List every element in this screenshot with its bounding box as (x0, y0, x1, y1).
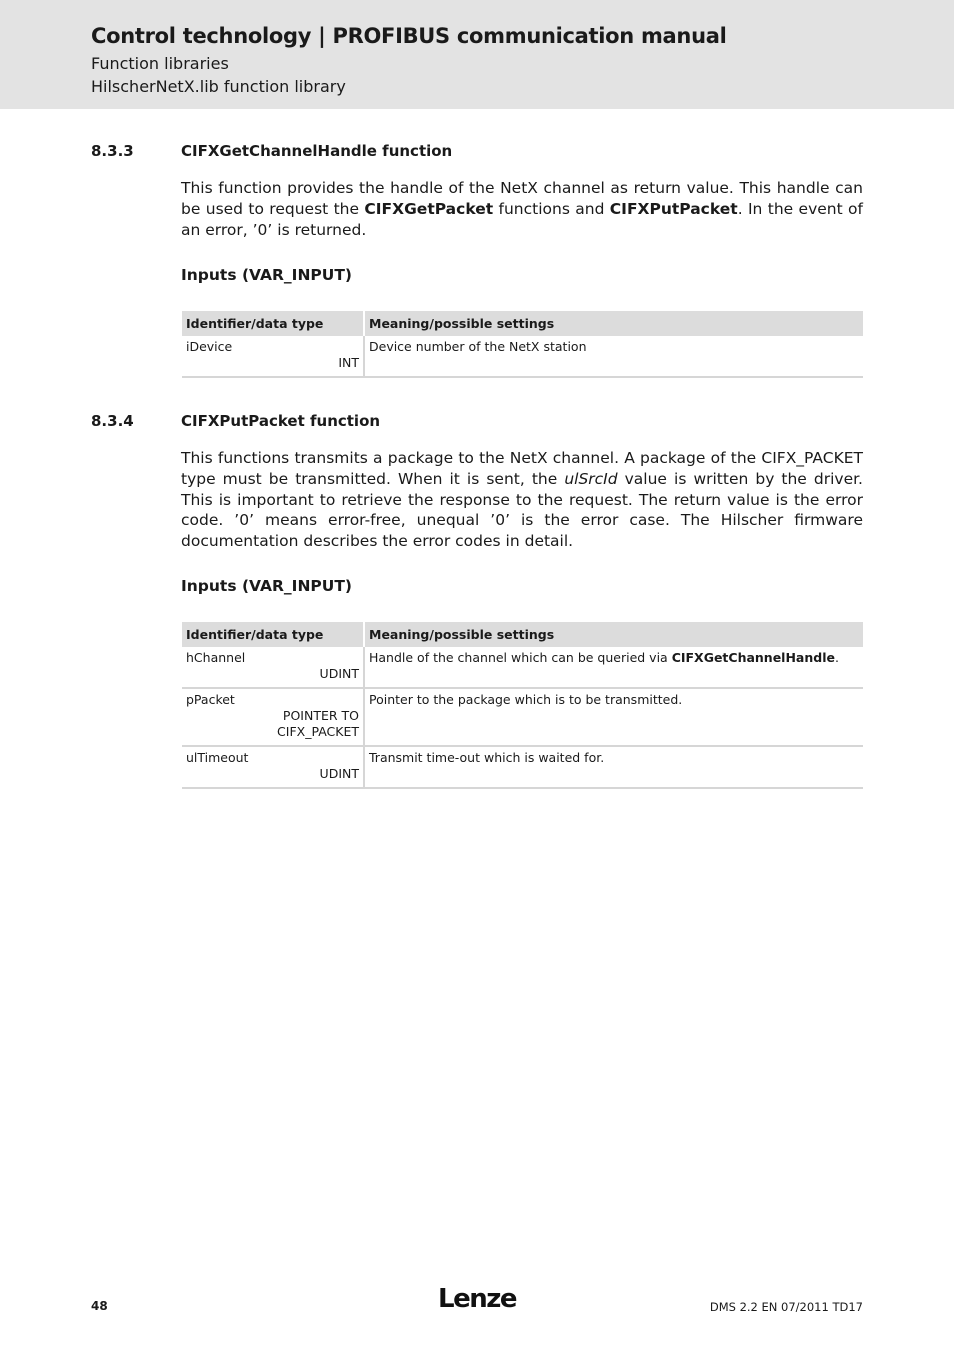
meaning-cell: Device number of the NetX station (364, 336, 863, 377)
table-row (182, 647, 863, 688)
page-number: 48 (91, 1299, 108, 1313)
table-header-row (182, 622, 863, 647)
lenze-logo: Lenze (438, 1284, 516, 1314)
document-reference: DMS 2.2 EN 07/2011 TD17 (709, 1300, 863, 1314)
inputs-heading: Inputs (VAR_INPUT) (181, 266, 353, 284)
identifier: iDevice (186, 339, 233, 354)
text-run: This functions transmits a package to the NetX channel. A package of the CIFX_PACKET type must be transmitted. When it is sent, the (181, 449, 863, 488)
meaning-cell (364, 647, 863, 688)
function-reference: CIFXPutPacket (609, 199, 738, 218)
identifier-cell (182, 746, 364, 788)
data-type: UDINT (319, 766, 359, 781)
page-header (0, 0, 954, 109)
text-run: . (834, 650, 839, 665)
text-run: value is written by the driver. This is important to retrieve the response to the request. The return value is the error code. ’0’ means error-free, unequal ’0’ is the error case. The Hilscher firmware documentation describes the error codes in detail. (181, 469, 863, 551)
text-run: functions and (493, 199, 610, 218)
section-title: CIFXGetChannelHandle function (181, 142, 453, 160)
inputs-heading: Inputs (VAR_INPUT) (181, 577, 353, 595)
section-description (181, 448, 863, 552)
function-reference: CIFXGetPacket (364, 199, 494, 218)
chapter-label: Function libraries (91, 54, 229, 73)
data-type: UDINT (319, 666, 359, 681)
identifier-cell (182, 688, 364, 746)
column-header: Meaning/possible settings (364, 311, 863, 336)
text-run: Handle of the channel which can be queried via (369, 650, 672, 665)
section-number: 8.3.3 (91, 142, 134, 160)
table-header-row (182, 311, 863, 336)
column-header: Identifier/data type (182, 311, 364, 336)
text-run: This function provides the handle of the NetX channel as return value. This handle can be used to request the (181, 179, 863, 218)
identifier: ulTimeout (186, 750, 249, 765)
meaning-cell: Transmit time-out which is waited for. (364, 746, 863, 788)
section-description (181, 178, 863, 240)
identifier: hChannel (186, 650, 246, 665)
identifier-cell (182, 647, 364, 688)
table-row (182, 746, 863, 788)
parameter-reference: ulSrcId (564, 469, 618, 488)
section-number: 8.3.4 (91, 412, 134, 430)
column-header: Identifier/data type (182, 622, 364, 647)
identifier-cell (182, 336, 364, 377)
inputs-table (182, 622, 863, 789)
function-reference: CIFXGetChannelHandle (671, 650, 835, 665)
table-row (182, 336, 863, 377)
column-header: Meaning/possible settings (364, 622, 863, 647)
text-run: . In the event of an error, ’0’ is returned. (181, 199, 863, 239)
data-type: POINTER TO CIFX_PACKET (277, 708, 359, 739)
inputs-table (182, 311, 863, 378)
data-type: INT (338, 355, 359, 370)
section-title: CIFXPutPacket function (181, 412, 381, 430)
meaning-cell: Pointer to the package which is to be transmitted. (364, 688, 863, 746)
identifier: pPacket (186, 692, 235, 707)
subchapter-label: HilscherNetX.lib function library (91, 77, 346, 96)
table-row (182, 688, 863, 746)
document-title: Control technology | PROFIBUS communication manual (91, 24, 727, 48)
